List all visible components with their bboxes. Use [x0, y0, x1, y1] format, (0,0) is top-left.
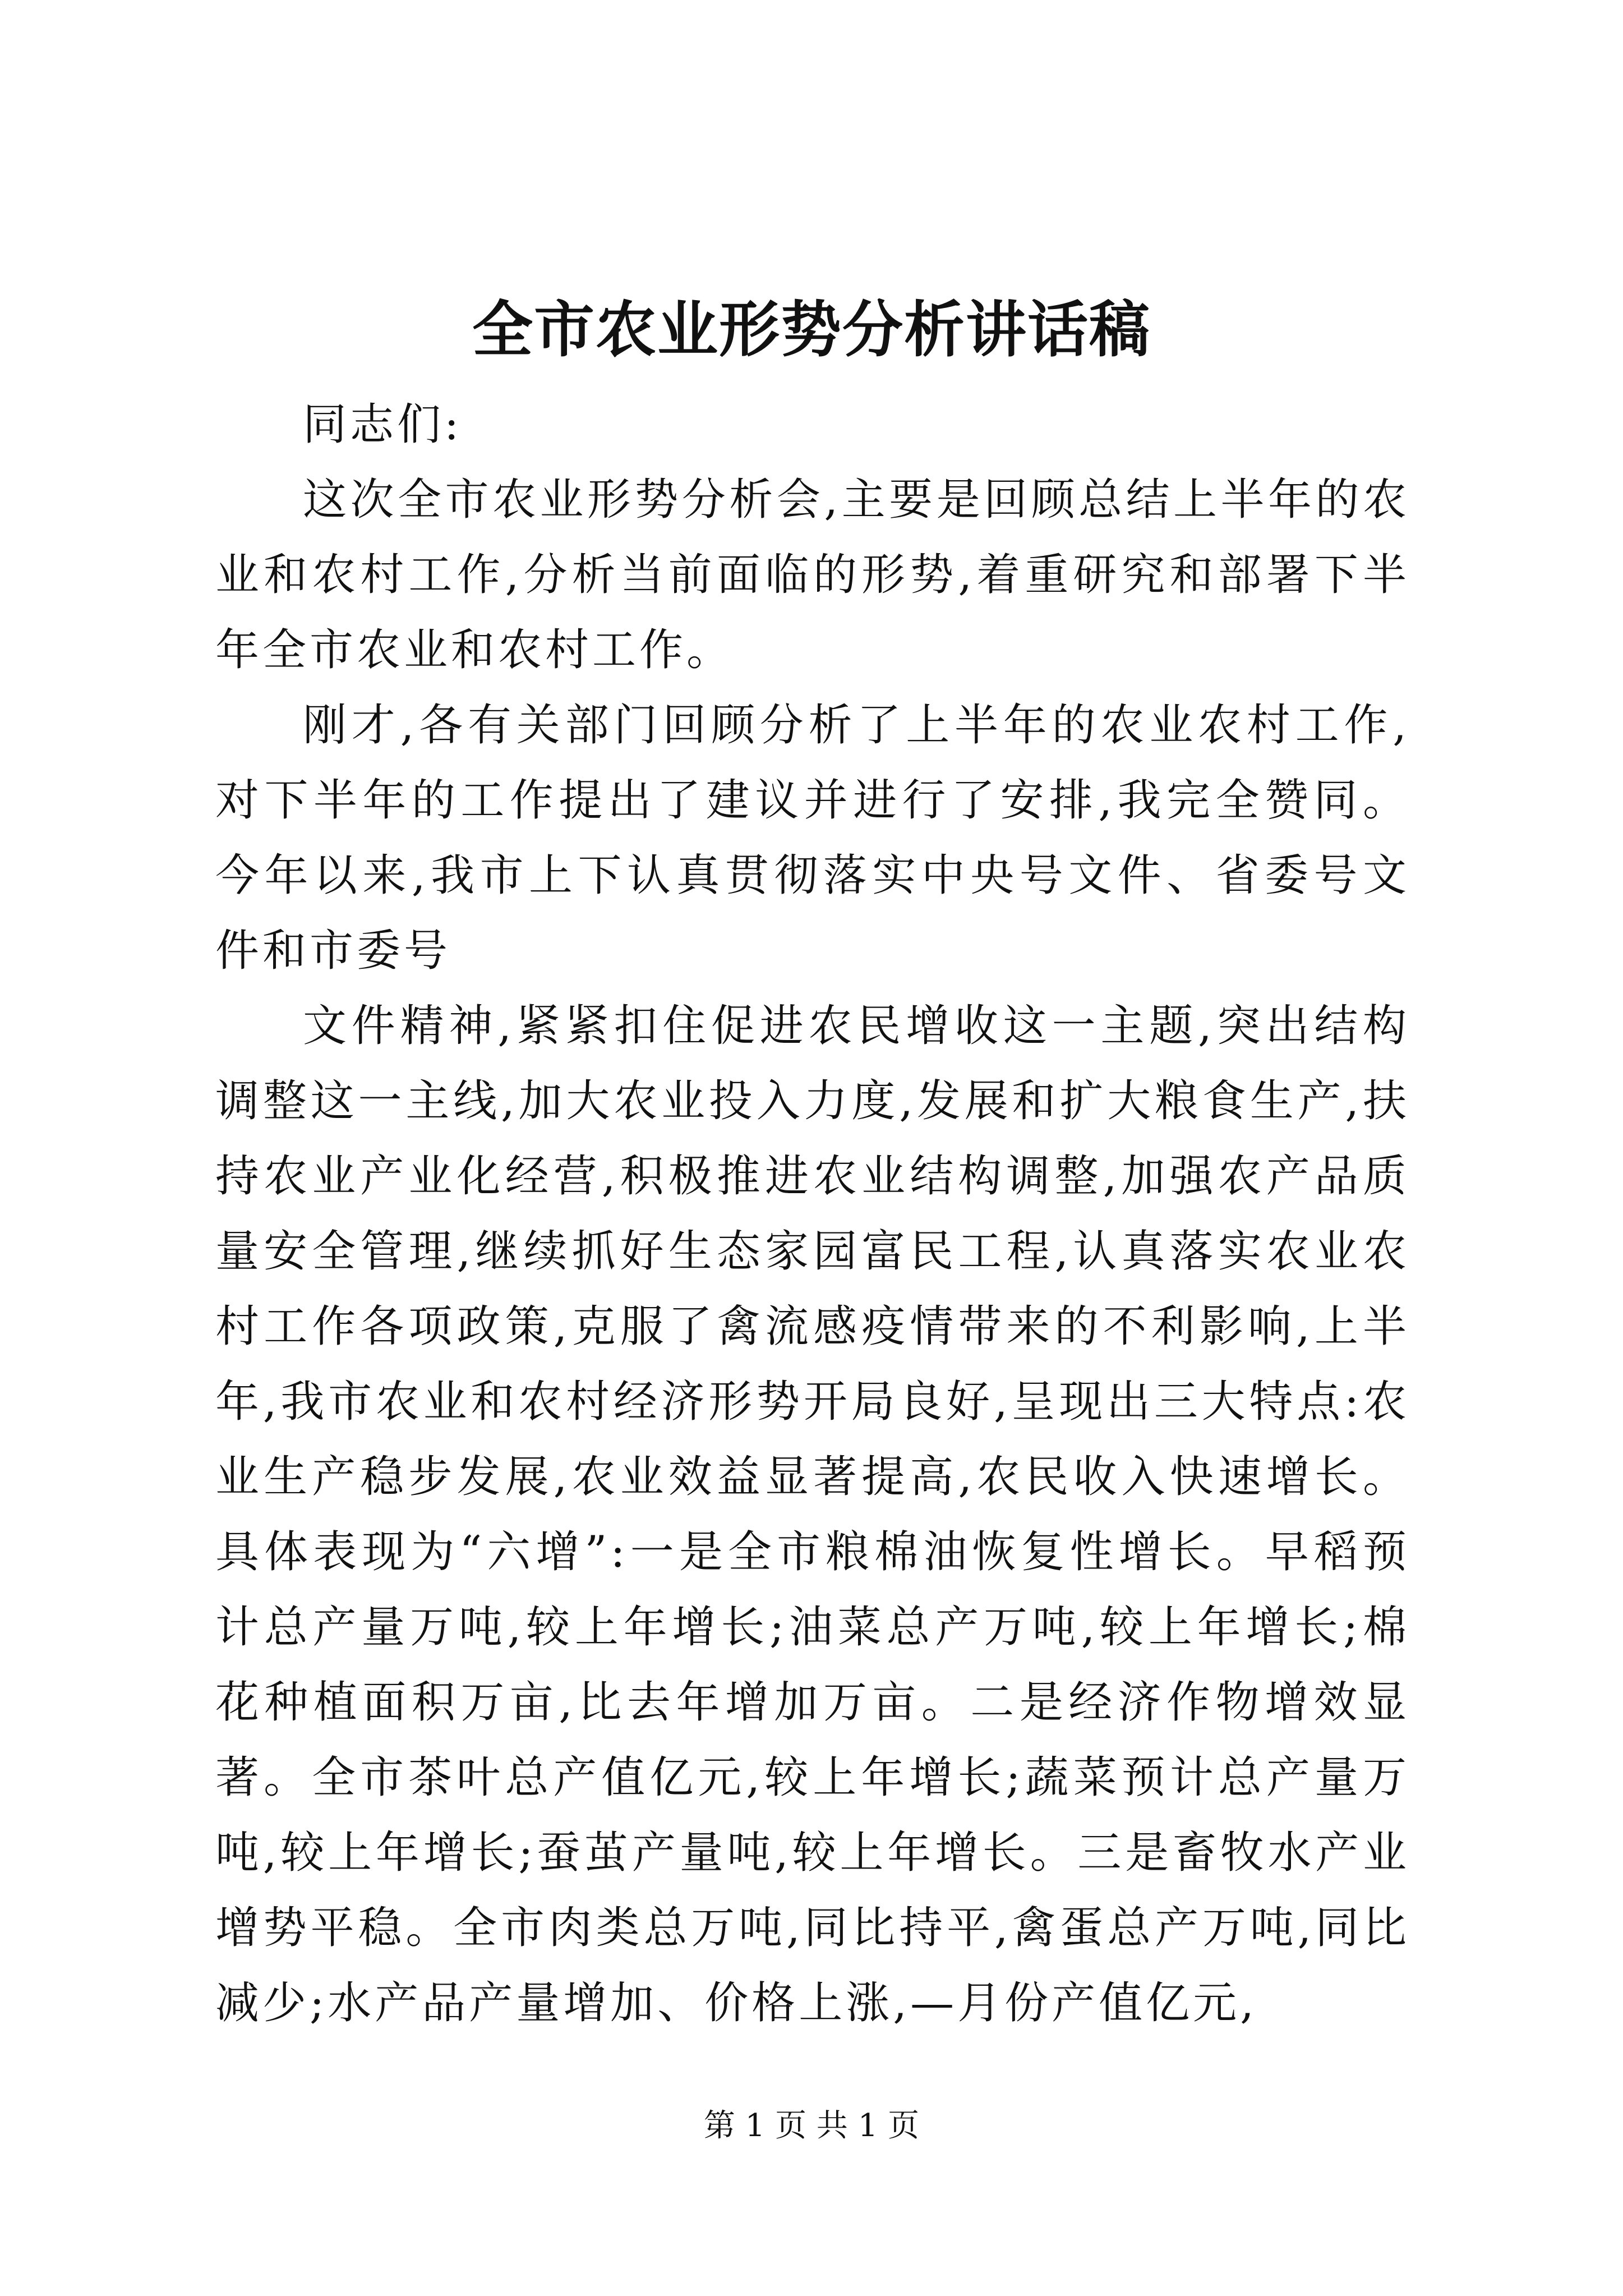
document-title: 全市农业形势分析讲话稿 [472, 295, 1151, 365]
document-body [215, 387, 1410, 2041]
body-paragraph: 刚才,各有关部门回顾分析了上半年的农业农村工作,对下半年的工作提出了建议并进行了安排,我完全赞同。今年以来,我市上下认真贯彻落实中央号文件、省委号文件和市委号 [215, 700, 1410, 976]
greeting-paragraph: 同志们: [303, 399, 463, 450]
page-number-footer: 第 1 页 共 1 页 [703, 2108, 920, 2144]
body-paragraph: 这次全市农业形势分析会,主要是回顾总结上半年的农业和农村工作,分析当前面临的形势,着重研究和部署下半年全市农业和农村工作。 [215, 475, 1410, 675]
body-paragraph: 文件精神,紧紧扣住促进农民增收这一主题,突出结构调整这一主线,加大农业投入力度,发展和扩大粮食生产,扶持农业产业化经营,积极推进农业结构调整,加强农产品质量安全管理,继续抓好生态家园富民工程,认真落实农业农村工作各项政策,克服了禽流感疫情带来的不利影响,上半年,我市农业和农村经济形势开局良好,呈现出三大特点:农业生产稳步发展,农业效益显著提高,农民收入快速增长。具体表现为“六增”:一是全市粮棉油恢复性增长。早稻预计总产量万吨,较上年增长;油菜总产万吨,较上年增长;棉花种植面积万亩,比去年增加万亩。二是经济作物增效显著。全市茶叶总产值亿元,较上年增长;蔬菜预计总产量万吨,较上年增长;蚕茧产量吨,较上年增长。三是畜牧水产业增势平稳。全市肉类总万吨,同比持平,禽蛋总产万吨,同比减少;水产品产量增加、价格上涨,—月份产值亿元, [215, 1001, 1410, 2028]
